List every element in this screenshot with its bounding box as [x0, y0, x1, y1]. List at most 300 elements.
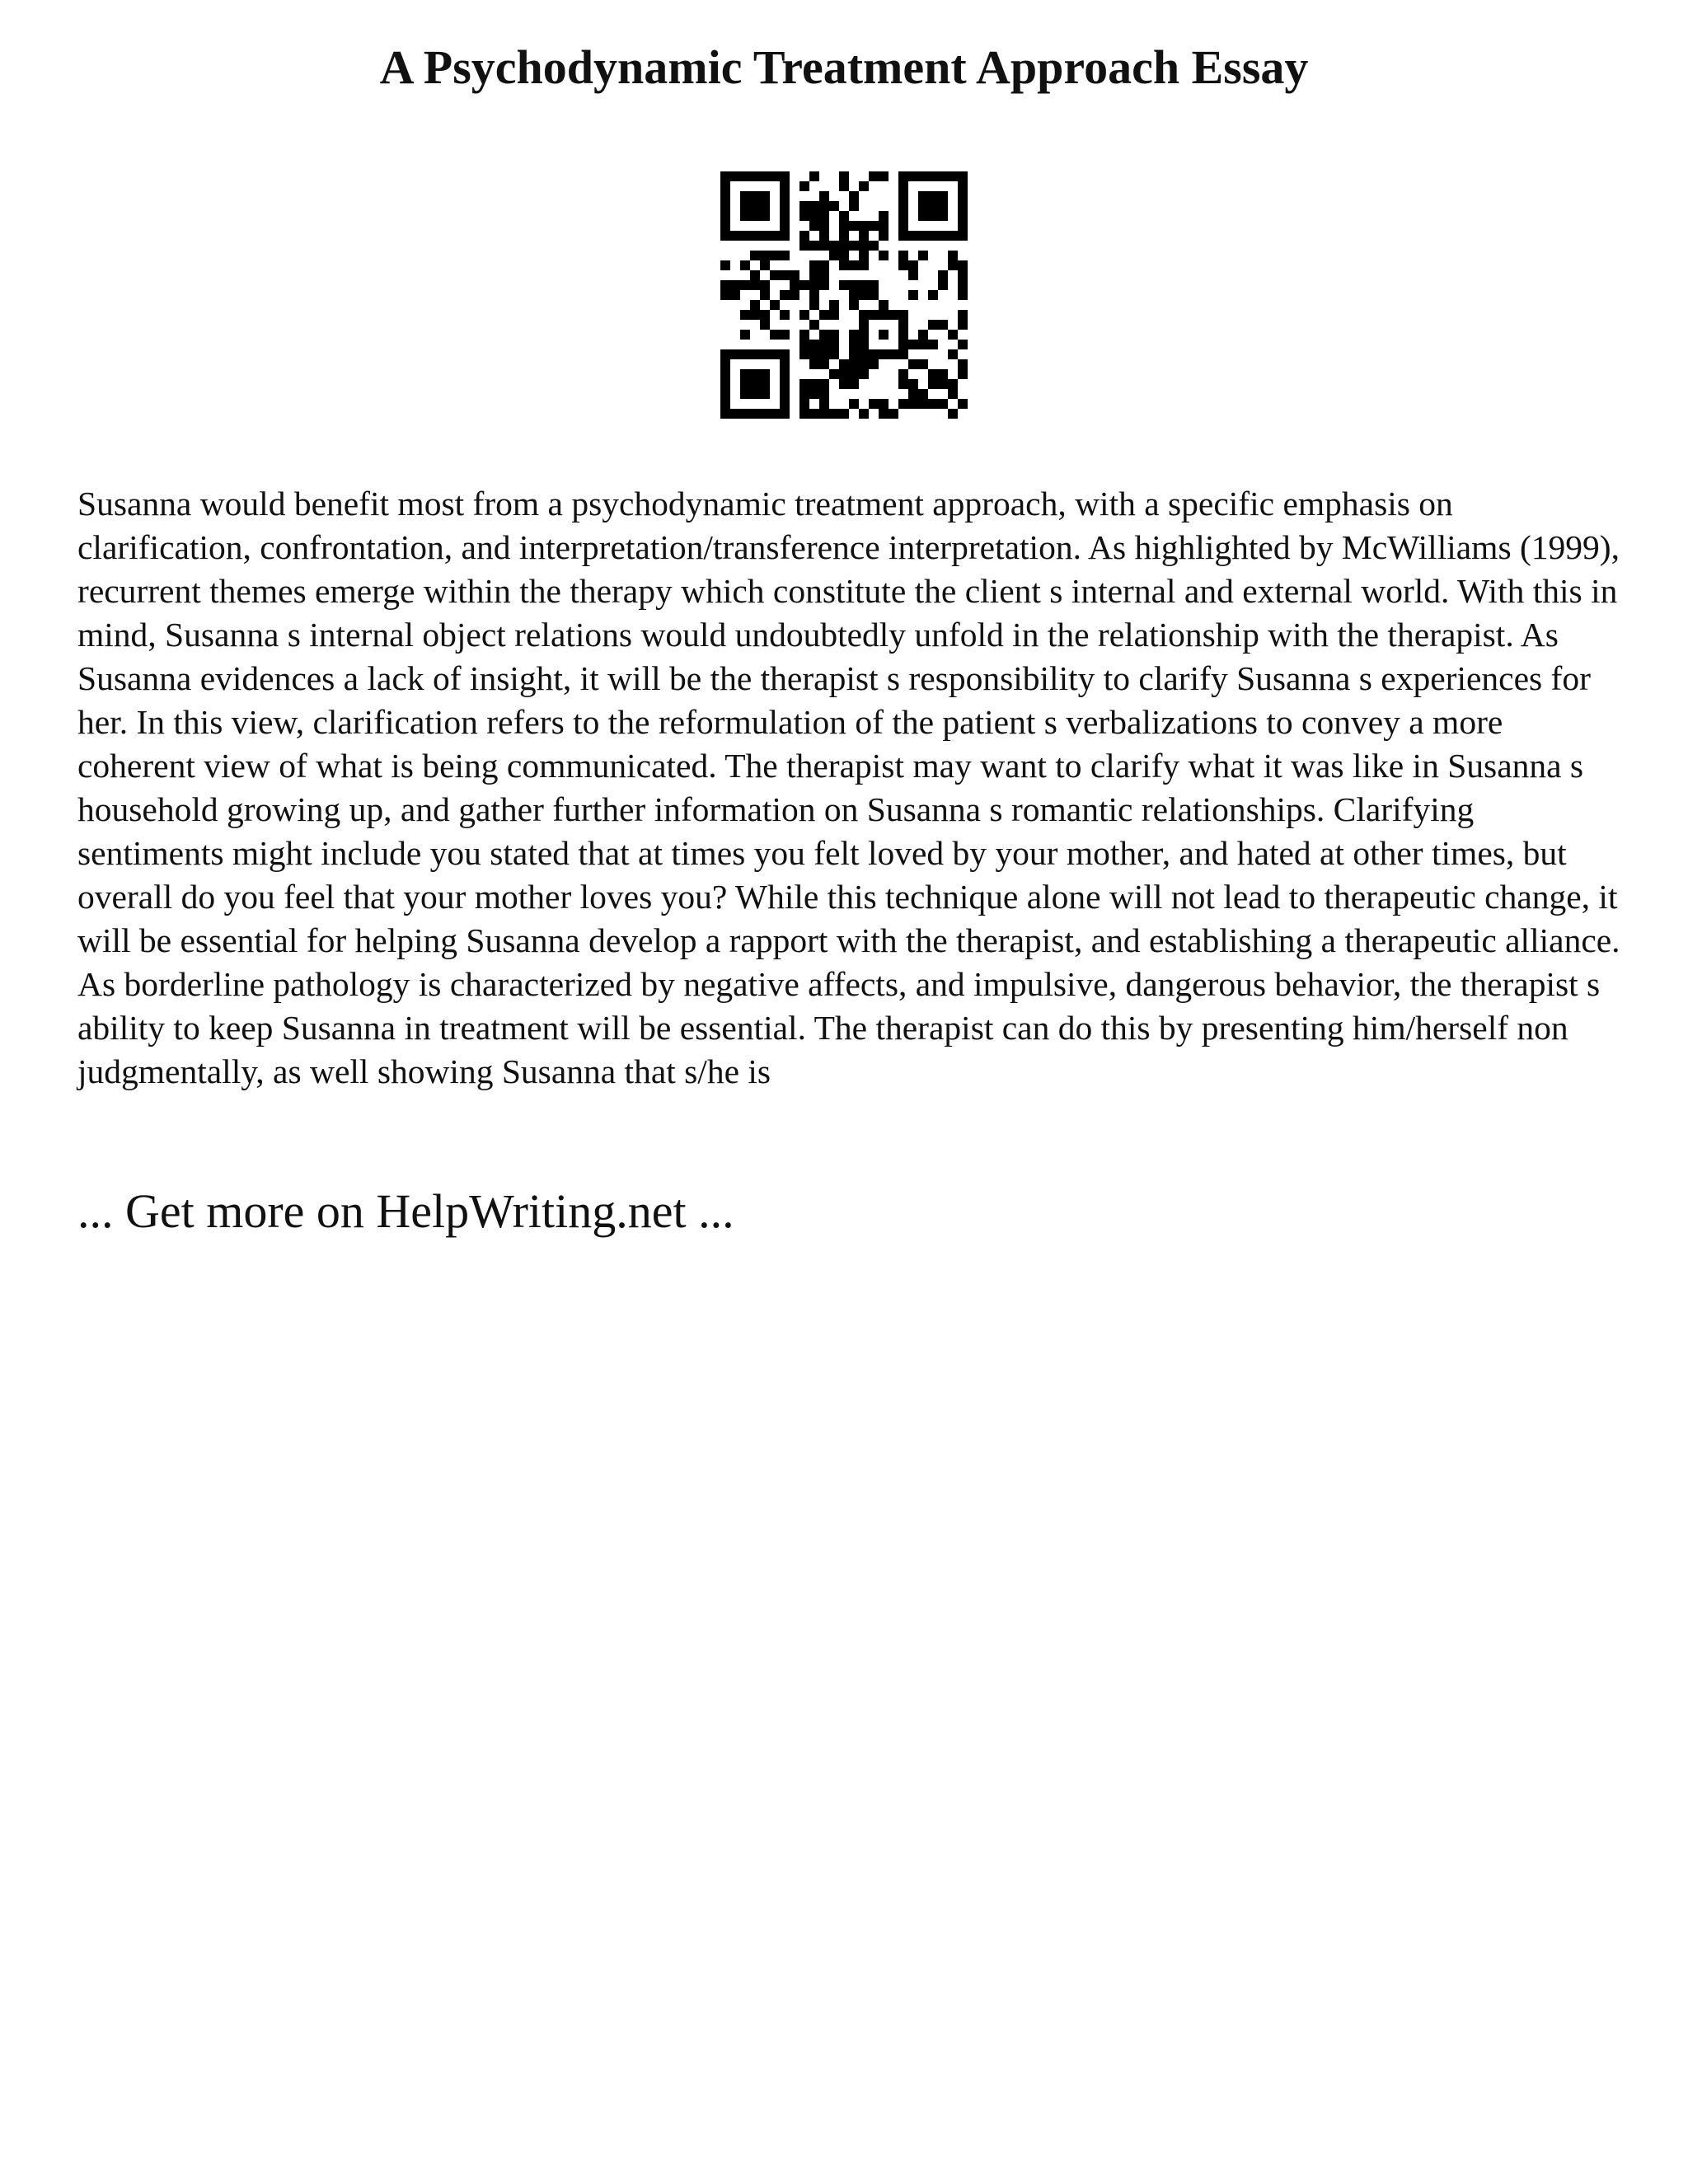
qr-module: [958, 280, 968, 290]
qr-module: [958, 260, 968, 270]
qr-module: [908, 399, 918, 409]
qr-module: [839, 221, 849, 231]
qr-module: [839, 171, 849, 181]
qr-module: [839, 211, 849, 221]
qr-module: [770, 251, 780, 260]
qr-module: [819, 231, 829, 241]
qr-module: [750, 389, 760, 399]
qr-module: [879, 300, 889, 310]
qr-module: [958, 221, 968, 231]
qr-module: [730, 290, 740, 300]
qr-module: [859, 320, 869, 330]
qr-module: [898, 340, 908, 349]
qr-module: [760, 379, 770, 389]
qr-module: [760, 389, 770, 399]
qr-module: [908, 260, 918, 270]
qr-module: [948, 260, 958, 270]
qr-module: [918, 231, 928, 241]
qr-module: [780, 231, 790, 241]
qr-module: [869, 310, 879, 320]
qr-module: [898, 201, 908, 211]
qr-module: [720, 379, 730, 389]
qr-module: [948, 409, 958, 419]
qr-module: [938, 171, 948, 181]
qr-module: [750, 251, 760, 260]
qr-module: [780, 399, 790, 409]
qr-module: [829, 310, 839, 320]
qr-module: [799, 211, 809, 221]
qr-module: [849, 241, 859, 251]
qr-module: [750, 310, 760, 320]
qr-module: [819, 270, 829, 280]
qr-module: [799, 181, 809, 191]
qr-module: [889, 349, 898, 359]
qr-module: [859, 260, 869, 270]
qr-module: [938, 191, 948, 201]
qr-module: [740, 191, 750, 201]
qr-module: [750, 211, 760, 221]
qr-module: [720, 171, 730, 181]
qr-module: [760, 191, 770, 201]
qr-module: [780, 369, 790, 379]
qr-module: [908, 270, 918, 280]
qr-module: [799, 389, 809, 399]
qr-module: [750, 379, 760, 389]
qr-module: [770, 330, 780, 340]
qr-module: [928, 340, 938, 349]
qr-module: [740, 211, 750, 221]
qr-module: [938, 320, 948, 330]
qr-module: [898, 260, 908, 270]
qr-module: [799, 231, 809, 241]
qr-module: [819, 280, 829, 290]
qr-module: [760, 369, 770, 379]
qr-module: [908, 231, 918, 241]
qr-module: [958, 399, 968, 409]
qr-module: [849, 359, 859, 369]
qr-module: [720, 191, 730, 201]
qr-module: [928, 211, 938, 221]
qr-module: [819, 191, 829, 201]
qr-module: [889, 409, 898, 419]
qr-module: [938, 369, 948, 379]
qr-module: [898, 310, 908, 320]
qr-module: [918, 359, 928, 369]
qr-module: [928, 201, 938, 211]
qr-module: [740, 369, 750, 379]
qr-module: [730, 409, 740, 419]
qr-module: [898, 211, 908, 221]
qr-module: [859, 349, 869, 359]
qr-module: [809, 221, 819, 231]
qr-module: [720, 359, 730, 369]
qr-module: [740, 409, 750, 419]
qr-module: [720, 349, 730, 359]
qr-module: [720, 211, 730, 221]
qr-module: [809, 409, 819, 419]
qr-module: [938, 211, 948, 221]
qr-module: [918, 201, 928, 211]
qr-module: [958, 191, 968, 201]
qr-module: [819, 330, 829, 340]
qr-module: [799, 201, 809, 211]
qr-module: [760, 280, 770, 290]
qr-module: [908, 171, 918, 181]
qr-module: [819, 399, 829, 409]
qr-module: [859, 359, 869, 369]
qr-module: [849, 221, 859, 231]
qr-module: [740, 349, 750, 359]
qr-module: [928, 379, 938, 389]
qr-module: [809, 260, 819, 270]
qr-module: [740, 310, 750, 320]
qr-module: [839, 260, 849, 270]
qr-module: [869, 290, 879, 300]
qr-module: [770, 300, 780, 310]
qr-module: [819, 211, 829, 221]
qr-module: [780, 359, 790, 369]
qr-module: [908, 359, 918, 369]
qr-module: [958, 231, 968, 241]
qr-module: [720, 201, 730, 211]
qr-module: [938, 379, 948, 389]
qr-module: [879, 399, 889, 409]
qr-module: [938, 231, 948, 241]
qr-module: [928, 399, 938, 409]
qr-module: [918, 251, 928, 260]
qr-module: [829, 201, 839, 211]
qr-module: [948, 330, 958, 340]
qr-module: [750, 191, 760, 201]
qr-module: [809, 389, 819, 399]
qr-module: [849, 260, 859, 270]
qr-module: [839, 181, 849, 191]
qr-module: [859, 290, 869, 300]
qr-module: [780, 211, 790, 221]
qr-module: [958, 290, 968, 300]
qr-module: [869, 359, 879, 369]
qr-module: [780, 310, 790, 320]
qr-module: [819, 260, 829, 270]
qr-module: [760, 171, 770, 181]
qr-module: [918, 191, 928, 201]
qr-module: [958, 171, 968, 181]
qr-module: [839, 231, 849, 241]
qr-module: [819, 349, 829, 359]
qr-module: [879, 409, 889, 419]
qr-module: [720, 399, 730, 409]
qr-module: [780, 251, 790, 260]
qr-module: [750, 231, 760, 241]
qr-module: [839, 280, 849, 290]
qr-module: [958, 310, 968, 320]
qr-module: [760, 310, 770, 320]
qr-module: [730, 349, 740, 359]
qr-module: [819, 359, 829, 369]
qr-module: [770, 231, 780, 241]
qr-module: [750, 201, 760, 211]
qr-module: [938, 399, 948, 409]
qr-module: [799, 330, 809, 340]
qr-module: [799, 409, 809, 419]
qr-module: [839, 379, 849, 389]
qr-module: [928, 290, 938, 300]
qr-module: [740, 201, 750, 211]
qr-module: [928, 231, 938, 241]
qr-code-icon: [720, 171, 968, 419]
qr-module: [908, 379, 918, 389]
qr-module: [780, 290, 790, 300]
qr-module: [780, 201, 790, 211]
qr-module: [859, 231, 869, 241]
qr-module: [740, 389, 750, 399]
qr-module: [859, 409, 869, 419]
qr-module: [790, 290, 799, 300]
qr-module: [720, 389, 730, 399]
qr-module: [958, 270, 968, 280]
qr-module: [750, 280, 760, 290]
qr-module: [849, 399, 859, 409]
qr-module: [879, 349, 889, 359]
qr-module: [780, 379, 790, 389]
qr-module: [809, 320, 819, 330]
qr-module: [879, 211, 889, 221]
qr-module: [849, 300, 859, 310]
qr-module: [889, 310, 898, 320]
qr-module: [849, 201, 859, 211]
qr-module: [829, 340, 839, 349]
qr-module: [809, 211, 819, 221]
qr-module: [948, 171, 958, 181]
qr-module: [898, 221, 908, 231]
get-more-link[interactable]: ... Get more on HelpWriting.net ...: [77, 1184, 734, 1238]
qr-module: [770, 270, 780, 280]
qr-module: [819, 221, 829, 231]
qr-module: [849, 379, 859, 389]
qr-module: [829, 241, 839, 251]
qr-module: [928, 369, 938, 379]
qr-module: [750, 369, 760, 379]
qr-module: [780, 330, 790, 340]
qr-module: [760, 231, 770, 241]
qr-module: [720, 231, 730, 241]
qr-module: [938, 201, 948, 211]
qr-module: [730, 231, 740, 241]
qr-module: [780, 221, 790, 231]
qr-module: [879, 171, 889, 181]
qr-module: [839, 409, 849, 419]
qr-module: [770, 409, 780, 419]
qr-module: [809, 280, 819, 290]
qr-module: [849, 340, 859, 349]
qr-module: [720, 221, 730, 231]
qr-module: [918, 389, 928, 399]
qr-module: [809, 201, 819, 211]
qr-module: [839, 369, 849, 379]
qr-module: [958, 369, 968, 379]
qr-module: [829, 300, 839, 310]
qr-module: [918, 171, 928, 181]
qr-module: [809, 290, 819, 300]
qr-module: [918, 330, 928, 340]
qr-module: [819, 310, 829, 320]
qr-module: [809, 349, 819, 359]
qr-module: [948, 251, 958, 260]
qr-module: [790, 270, 799, 280]
qr-module: [770, 171, 780, 181]
qr-module: [898, 330, 908, 340]
qr-module: [839, 251, 849, 260]
qr-module: [720, 290, 730, 300]
qr-module: [740, 260, 750, 270]
qr-module: [869, 221, 879, 231]
page-title: A Psychodynamic Treatment Approach Essay: [379, 40, 1309, 94]
qr-module: [720, 260, 730, 270]
qr-module: [859, 251, 869, 260]
qr-module: [750, 270, 760, 280]
qr-module: [859, 280, 869, 290]
qr-module: [898, 320, 908, 330]
qr-module: [819, 409, 829, 419]
qr-module: [780, 349, 790, 359]
qr-module: [869, 171, 879, 181]
qr-module: [720, 409, 730, 419]
qr-module: [938, 270, 948, 280]
essay-body: Susanna would benefit most from a psychodynamic treatment approach, with a specific emphasis on clarification, confrontation, and interpretation/transference interpretation. As highlighted by McWilliams (1999), recurrent themes emerge within the therapy which constitute the client s internal and external world. With this in mind, Susanna s internal object relations would undoubtedly unfold in the relationship with the therapist. As Susanna evidences a lack of insight, it will be the therapist s responsibility to clarify Susanna s experiences for her. In this view, clarification refers to the reformulation of the patient s verbalizations to convey a more coherent view of what is being communicated. The therapist may want to clarify what it was like in Susanna s household growing up, and gather further information on Susanna s romantic relationships. Clarifying sentiments might include you stated that at times you felt loved by your mother, and hated at other times, but overall do you feel that your mother loves you? While this technique alone will not lead to therapeutic change, it will be essential for helping Susanna develop a rapport with the therapist, and establishing a therapeutic alliance. As borderline pathology is characterized by negative affects, and impulsive, dangerous behavior, the therapist s ability to keep Susanna in treatment will be essential. The therapist can do this by presenting him/herself non judgmentally, as well showing Susanna that s/he is: [77, 485, 1620, 1090]
qr-module: [780, 191, 790, 201]
qr-module: [898, 251, 908, 260]
qr-module: [898, 399, 908, 409]
qr-module: [869, 349, 879, 359]
qr-module: [760, 211, 770, 221]
qr-module: [819, 201, 829, 211]
qr-module: [859, 369, 869, 379]
qr-module: [799, 399, 809, 409]
qr-module: [958, 320, 968, 330]
qr-module: [928, 320, 938, 330]
qr-module: [849, 349, 859, 359]
qr-module: [958, 201, 968, 211]
qr-module: [849, 330, 859, 340]
qr-module: [740, 231, 750, 241]
qr-module: [809, 359, 819, 369]
qr-module: [849, 369, 859, 379]
qr-module: [869, 280, 879, 290]
qr-module: [948, 379, 958, 389]
qr-module: [780, 409, 790, 419]
qr-module: [879, 231, 889, 241]
qr-module: [740, 379, 750, 389]
qr-module: [809, 340, 819, 349]
qr-module: [730, 280, 740, 290]
qr-module: [918, 340, 928, 349]
qr-module: [740, 171, 750, 181]
qr-module: [799, 340, 809, 349]
qr-module: [750, 171, 760, 181]
qr-module: [720, 181, 730, 191]
qr-module: [799, 241, 809, 251]
qr-module: [780, 181, 790, 191]
qr-module: [780, 389, 790, 399]
qr-module: [809, 270, 819, 280]
qr-module: [908, 290, 918, 300]
qr-module: [720, 280, 730, 290]
qr-module: [958, 340, 968, 349]
qr-module: [918, 399, 928, 409]
qr-module: [908, 389, 918, 399]
qr-module: [760, 320, 770, 330]
qr-module: [898, 231, 908, 241]
qr-module: [958, 359, 968, 369]
qr-module: [849, 191, 859, 201]
qr-module: [839, 359, 849, 369]
qr-module: [809, 241, 819, 251]
qr-module: [819, 241, 829, 251]
qr-module: [849, 290, 859, 300]
qr-module: [799, 310, 809, 320]
qr-module: [799, 379, 809, 389]
qr-module: [839, 241, 849, 251]
qr-module: [958, 181, 968, 191]
qr-module: [740, 280, 750, 290]
qr-module: [849, 280, 859, 290]
qr-module: [770, 349, 780, 359]
qr-module: [740, 330, 750, 340]
qr-module: [760, 201, 770, 211]
qr-module: [948, 389, 958, 399]
qr-module: [948, 349, 958, 359]
qr-module: [760, 290, 770, 300]
qr-module: [879, 221, 889, 231]
qr-module: [859, 181, 869, 191]
qr-module: [898, 379, 908, 389]
qr-module: [819, 379, 829, 389]
qr-module: [829, 349, 839, 359]
qr-module: [859, 340, 869, 349]
qr-module: [859, 221, 869, 231]
qr-module: [799, 349, 809, 359]
qr-module: [879, 251, 889, 260]
qr-module: [799, 280, 809, 290]
qr-module: [938, 280, 948, 290]
qr-module: [760, 251, 770, 260]
qr-module: [898, 191, 908, 201]
qr-module: [780, 171, 790, 181]
qr-module: [829, 369, 839, 379]
qr-module: [760, 260, 770, 270]
qr-module: [730, 171, 740, 181]
qr-module: [809, 379, 819, 389]
qr-module: [859, 330, 869, 340]
qr-module: [750, 409, 760, 419]
qr-module: [819, 340, 829, 349]
qr-module: [760, 349, 770, 359]
qr-module: [879, 330, 889, 340]
qr-module: [720, 369, 730, 379]
qr-module: [760, 409, 770, 419]
qr-module: [928, 191, 938, 201]
qr-module: [809, 171, 819, 181]
qr-module: [819, 389, 829, 399]
qr-module: [869, 241, 879, 251]
qr-module: [869, 399, 879, 409]
qr-module: [829, 251, 839, 260]
qr-module: [750, 300, 760, 310]
qr-module: [928, 171, 938, 181]
qr-module: [829, 330, 839, 340]
qr-module: [859, 310, 869, 320]
qr-module: [898, 171, 908, 181]
